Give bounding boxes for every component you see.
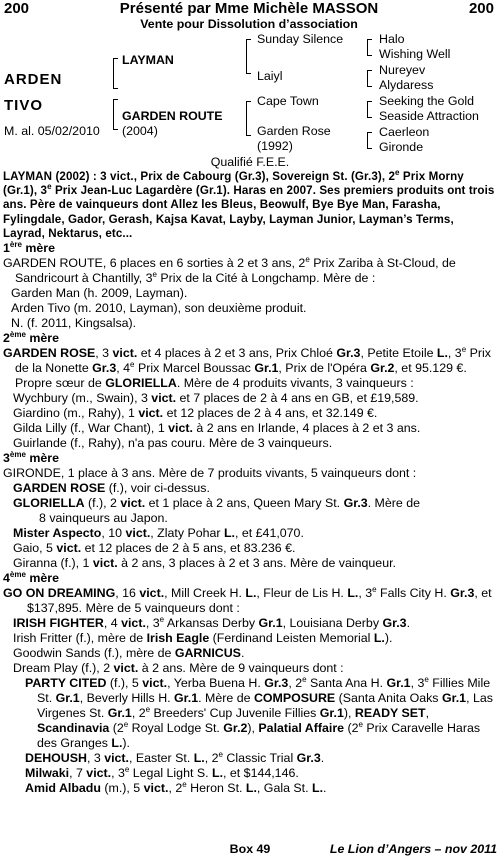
header [4, 0, 494, 31]
dds: Caerleon [379, 125, 430, 139]
gd-produce-3: Gilda Lilly (f., War Chant), 1 vict. à 2 ans en Irlande, 4 places à 2 et 3 ans. [13, 421, 421, 436]
qualifie-fee: Qualifié F.E.E. [210, 155, 290, 169]
gd-produce-2: Giardino (m., Rahy), 1 vict. et 12 places de 2 à 4 ans, et 32.149 €. [13, 406, 378, 421]
pedigree-table [0, 28, 500, 158]
sds: Nureyev [379, 63, 426, 77]
g4-produce-3: Goodwin Sands (f.), mère de GARNICUS. [13, 646, 245, 661]
bracket-4a [367, 39, 372, 56]
bracket-4b [367, 70, 372, 87]
g4-produce-2: Irish Fritter (f.), mère de Irish Eagle (Ferdinand Leisten Memorial L.). [13, 631, 393, 646]
produce-2: Arden Tivo (m. 2010, Layman), son deuxième produit. [11, 301, 307, 316]
bracket-4c [367, 101, 372, 118]
g4-sub-2: DEHOUSH, 3 vict., Easter St. L., 2e Classic Trial Gr.3. [25, 749, 325, 766]
g4-sub-1: PARTY CITED (f.), 5 vict., Yerba Buena H. Gr.3, 2e Santa Ana H. Gr.1, 3e Fillies Mile St. Gr.1, Beverly Hills H. Gr.1. Mère de COMPOSURE (Santa Anita Oaks Gr.1, Las Virgenes St. Gr.1, 2e Breeders' Cup Juvenile Fillies Gr.1), READY SET, Scandinavia (2e Royal Lodge St. Gr.2), Palatial Affaire (2e Prix Caravelle Haras des Granges L.). [25, 674, 493, 751]
sire-note: LAYMAN (2002) : 3 vict., Prix de Cabourg (Gr.3), Sovereign St. (Gr.3), 2e Prix Morny (Gr.1), 3e Prix Jean-Luc Lagardère (Gr.1). Haras en 2007. Ses premiers produits ont trois ans. Père de vainqueurs dont Allez les Bleus, Beowulf, Bye Bye Man, Farasha, Fylingdale, Gador, Gerash, Kajsa Kavat, Layby, Layman Junior, Layman’s Terms, Layrad, Nektarus, etc... [3, 168, 495, 240]
second-dam-text: GARDEN ROSE, 3 vict. et 4 places à 2 et 3 ans, Prix Chloé Gr.3, Petite Etoile L., 3e Prix de la Nonette Gr.3, 4e Prix Marcel Boussac Gr.1, Prix de l'Opéra Gr.2, et 95.129 €. Propre sœur de GLORIELLA. Mère de 4 produits vivants, 3 vainqueurs : [3, 344, 491, 391]
sdd: Alydaress [379, 78, 434, 92]
horse-name-line1: ARDEN [4, 71, 63, 88]
sire-sire: Sunday Silence [257, 32, 344, 46]
bracket-ds [246, 101, 251, 136]
dam-dam-year: (1992) [257, 139, 293, 153]
sss: Halo [379, 32, 405, 46]
ggd-produce-5: Giranna (f.), 1 vict. à 2 ans, 3 places à 2 et 3 ans. Mère de vainqueur. [13, 556, 396, 571]
dsd: Seaside Attraction [379, 109, 479, 123]
ggd-produce-3: Mister Aspecto, 10 vict., Zlaty Pohar L., et £41,070. [13, 526, 304, 541]
g4-produce-1: IRISH FIGHTER, 4 vict., 3e Arkansas Derby Gr.1, Louisiana Derby Gr.3. [13, 614, 411, 631]
fourth-dam-label: 4ème mère [3, 569, 59, 586]
horse-name-line2: TIVO [4, 97, 44, 114]
lot-number-left: 200 [4, 0, 30, 17]
consignor-title: Présenté par Mme Michèle MASSON [119, 0, 379, 17]
fourth-dam-text: GO ON DREAMING, 16 vict., Mill Creek H. L., Fleur de Lis H. L., 3e Falls City H. Gr.3, et $137,895. Mère de 5 vainqueurs dont : [3, 584, 492, 616]
ggd-produce-2: GLORIELLA (f.), 2 vict. et 1 place à 2 ans, Queen Mary St. Gr.3. Mère de [13, 496, 421, 511]
produce-3: N. (f. 2011, Kingsalsa). [11, 316, 137, 331]
dam-year: (2004) [122, 124, 158, 138]
third-dam-text: GIRONDE, 1 place à 3 ans. Mère de 7 produits vivants, 5 vainqueurs dont : [3, 466, 417, 481]
second-dam-label: 2ème mère [3, 329, 59, 346]
sire-dam: Laiyl [257, 69, 283, 83]
bracket-4d [367, 132, 372, 149]
produce-1: Garden Man (h. 2009, Layman). [11, 286, 188, 301]
lot-number-right: 200 [468, 0, 494, 17]
g4-sub-3: Milwaki, 7 vict., 3e Legal Light S. L., et $144,146. [25, 764, 299, 781]
catalogue-text [3, 170, 497, 796]
first-dam-label: 1ère mère [3, 239, 55, 256]
sale-name: Le Lion d’Angers – nov 2011 [329, 842, 497, 856]
box-number: Box 49 [229, 842, 271, 856]
dam-sire: Cape Town [257, 94, 319, 108]
dam-name: GARDEN ROUTE [122, 109, 223, 123]
gd-produce-1: Wychbury (m., Swain), 3 vict. et 7 places de 2 à 4 ans en GB, et £19,589. [13, 391, 419, 406]
footer [0, 842, 500, 858]
bracket-dam [113, 99, 118, 130]
sale-note: Vente pour Dissolution d’association [140, 17, 358, 31]
horse-details: M. al. 05/02/2010 [4, 124, 100, 138]
gd-produce-4: Guirlande (f., Rahy), n'a pas couru. Mère de 3 vainqueurs. [13, 436, 333, 451]
third-dam-label: 3ème mère [3, 449, 59, 466]
g4-sub-4: Amid Albadu (m.), 5 vict., 2e Heron St. L., Gala St. L.. [25, 779, 327, 796]
ssd: Wishing Well [379, 47, 451, 61]
dss: Seeking the Gold [379, 94, 475, 108]
sire-name: LAYMAN [122, 53, 174, 67]
ggd-produce-2-cont: 8 vainqueurs au Japon. [39, 511, 168, 526]
ggd-produce-4: Gaio, 5 vict. et 12 places de 2 à 5 ans, et 83.236 €. [13, 541, 296, 556]
dam-dam: Garden Rose [257, 124, 331, 138]
bracket-sire [113, 58, 118, 89]
first-dam-text: GARDEN ROUTE, 6 places en 6 sorties à 2 et 3 ans, 2e Prix Zariba à St-Cloud, de Sandricourt à Chantilly, 3e Prix de la Cité à Longchamp. Mère de : [3, 254, 456, 286]
ggd-produce-1: GARDEN ROSE (f.), voir ci-dessus. [13, 481, 210, 496]
ddd: Gironde [379, 140, 424, 154]
bracket-ss [246, 39, 251, 74]
g4-produce-4: Dream Play (f.), 2 vict. à 2 ans. Mère de 9 vainqueurs dont : [13, 661, 344, 676]
